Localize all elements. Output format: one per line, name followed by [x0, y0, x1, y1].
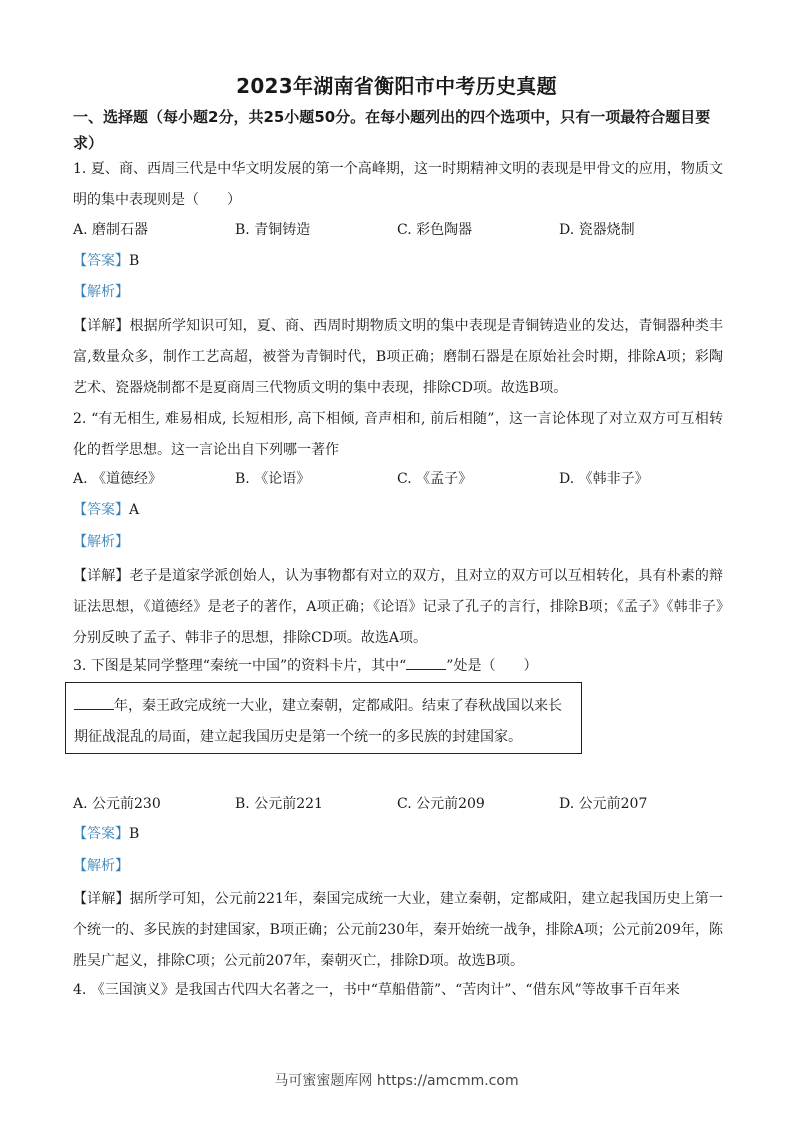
analysis-line [73, 532, 129, 552]
option-a: A. 磨制石器 [73, 222, 149, 238]
section-heading: 一、选择题（每小题2分，共25小题50分。在每小题列出的四个选项中，只有一项最符合题目要求） [73, 108, 711, 152]
analysis-label: 【解析】 [73, 284, 129, 300]
detail-text: 根据所学知识可知，夏、商、西周时期物质文明的集中表现是青铜铸造业的发达，青铜器种类丰富,数量众多，制作工艺高超，被誉为青铜时代，B项正确；磨制石器是在原始社会时期，排除A项；彩陶艺术、瓷器烧制都不是夏商周三代物质文明的集中表现，排除CD项。故选B项。 [73, 318, 724, 396]
question-4-stem: 4. 《三国演义》是我国古代四大名著之一，书中“草船借箭”、“苦肉计”、“借东风”等故事千百年来 [73, 982, 680, 998]
answer-value: A [129, 502, 140, 518]
option-b: B. 青铜铸造 [235, 222, 311, 238]
detail-text: 据所学可知，公元前221年，秦国完成统一大业，建立秦朝，定都咸阳，建立起我国历史上第一个统一的、多民族的封建国家，B项正确；公元前230年，秦开始统一战争，排除A项；公元前209年，陈胜吴广起义，排除C项；公元前207年，秦朝灭亡，排除D项。故选B项。 [73, 891, 723, 969]
detail-label: 【详解】 [73, 568, 130, 584]
question-2-detail [73, 561, 723, 654]
answer-label: 【答案】 [73, 826, 129, 842]
document-title: 2023年湖南省衡阳市中考历史真题 [236, 74, 557, 98]
detail-label: 【详解】 [73, 891, 130, 907]
option-d: D. 《韩非子》 [559, 471, 649, 487]
question-1-stem: 1. 夏、商、西周三代是中华文明发展的第一个高峰期，这一时期精神文明的表现是甲骨文的应用，物质文明的集中表现则是（ ） [73, 161, 723, 208]
option-d: D. 公元前207 [559, 796, 648, 812]
option-b: B. 《论语》 [235, 471, 311, 487]
answer-line [73, 500, 139, 520]
analysis-line [73, 282, 129, 302]
detail-label: 【详解】 [73, 318, 130, 334]
answer-value: B [129, 826, 140, 842]
detail-text: 老子是道家学派创始人，认为事物都有对立的双方，且对立的双方可以互相转化，具有朴素的辩证法思想，《道德经》是老子的著作，A项正确；《论语》记录了孔子的言行，排除B项；《孟子》《韩非子》分别反映了孟子、韩非子的思想，排除CD项。故选A项。 [73, 568, 724, 646]
option-b: B. 公元前221 [235, 796, 323, 812]
option-c: C. 《孟子》 [397, 471, 473, 487]
answer-label: 【答案】 [73, 502, 129, 518]
question-2-stem: 2. “有无相生, 难易相成, 长短相形, 高下相倾, 音声相和, 前后相随”，这一言论体现了对立双方可互相转化的哲学思想。这一言论出自下列哪一著作 [73, 411, 723, 458]
info-card [65, 682, 582, 754]
card-blank [74, 695, 114, 710]
analysis-label: 【解析】 [73, 858, 129, 874]
option-c: C. 彩色陶器 [397, 222, 473, 238]
analysis-line [73, 856, 129, 876]
card-text: 年，秦王政完成统一大业，建立秦朝，定都咸阳。结束了春秋战国以来长期征战混乱的局面，建立起我国历史是第一个统一的多民族的封建国家。 [74, 698, 562, 745]
option-a: A. 《道德经》 [73, 471, 163, 487]
answer-line [73, 251, 139, 271]
answer-label: 【答案】 [73, 253, 129, 269]
question-3-detail [73, 884, 723, 977]
answer-line [73, 824, 139, 844]
question-1-detail [73, 311, 723, 404]
footer-watermark: 马可蜜蜜题库网 https://amcmm.com [274, 1073, 519, 1089]
option-a: A. 公元前230 [73, 796, 161, 812]
question-3-stem: 3. 下图是某同学整理“秦统一中国”的资料卡片，其中“ ”处是（ ） [73, 655, 537, 676]
analysis-label: 【解析】 [73, 534, 129, 550]
answer-value: B [129, 253, 140, 269]
answer-blank [406, 655, 446, 670]
option-c: C. 公元前209 [397, 796, 485, 812]
option-d: D. 瓷器烧制 [559, 222, 635, 238]
